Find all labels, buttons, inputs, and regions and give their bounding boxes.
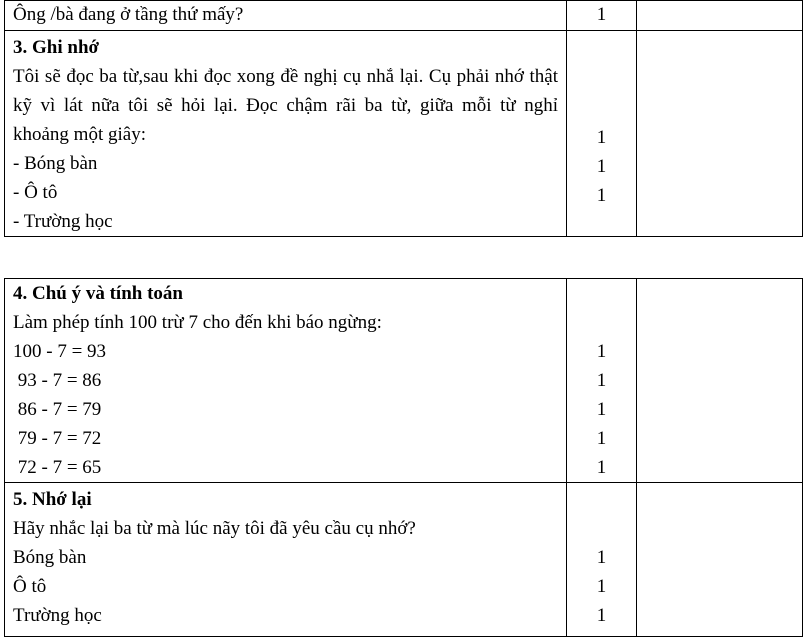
score-value: 1 bbox=[596, 341, 607, 362]
table-row bbox=[5, 279, 803, 483]
score-value: 1 bbox=[596, 4, 607, 25]
list-item: 100 - 7 = 93 bbox=[13, 341, 107, 362]
list-item: Ô tô bbox=[13, 576, 47, 597]
list-item: - Ô tô bbox=[13, 182, 58, 203]
list-item: 86 - 7 = 79 bbox=[13, 399, 102, 420]
list-item: - Bóng bàn bbox=[13, 153, 98, 174]
list-item: 79 - 7 = 72 bbox=[13, 428, 102, 449]
score-value: 1 bbox=[596, 428, 607, 449]
section-5-cell bbox=[5, 483, 567, 637]
score-value: 1 bbox=[596, 370, 607, 391]
section-instruction: Tôi sẽ đọc ba từ,sau khi đọc xong đề nghị cụ nhắ lại. Cụ phải nhớ thật kỹ vì lát nữa tôi sẽ hỏi lại. Đọc chậm rãi ba từ, giữa mỗi từ nghỉ khoảng một giây: bbox=[13, 66, 558, 145]
score-value: 1 bbox=[596, 457, 607, 478]
score-value: 1 bbox=[596, 605, 607, 626]
notes-cell bbox=[637, 1, 803, 31]
section-heading: 4. Chú ý và tính toán bbox=[13, 283, 183, 304]
table-row bbox=[5, 483, 803, 637]
section-heading: 5. Nhớ lại bbox=[13, 489, 92, 510]
floor-question: Ông /bà đang ở tầng thứ mấy? bbox=[13, 4, 244, 25]
section-instruction: Hãy nhắc lại ba từ mà lúc nãy tôi đã yêu cầu cụ nhớ? bbox=[13, 518, 416, 539]
list-item: - Trường học bbox=[13, 211, 113, 232]
list-item: 93 - 7 = 86 bbox=[13, 370, 102, 391]
section-4-cell bbox=[5, 279, 567, 483]
table-row bbox=[5, 31, 803, 237]
section-instruction: Làm phép tính 100 trừ 7 cho đến khi báo ngừng: bbox=[13, 312, 382, 333]
notes-cell bbox=[637, 31, 803, 237]
question-cell bbox=[5, 1, 567, 31]
score-value: 1 bbox=[596, 156, 607, 177]
score-value: 1 bbox=[596, 399, 607, 420]
notes-cell bbox=[637, 279, 803, 483]
assessment-table-bottom bbox=[4, 278, 803, 637]
score-value: 1 bbox=[596, 576, 607, 597]
score-cell bbox=[567, 483, 637, 637]
score-value: 1 bbox=[596, 127, 607, 148]
list-item: 72 - 7 = 65 bbox=[13, 457, 102, 478]
section-heading: 3. Ghi nhớ bbox=[13, 37, 100, 58]
table-row bbox=[5, 1, 803, 31]
score-value: 1 bbox=[596, 185, 607, 206]
assessment-table-top bbox=[4, 0, 803, 237]
score-cell bbox=[567, 31, 637, 237]
score-value: 1 bbox=[596, 547, 607, 568]
list-item: Trường học bbox=[13, 605, 102, 626]
section-3-cell bbox=[5, 31, 567, 237]
score-cell bbox=[567, 279, 637, 483]
score-cell bbox=[567, 1, 637, 31]
list-item: Bóng bàn bbox=[13, 547, 87, 568]
notes-cell bbox=[637, 483, 803, 637]
